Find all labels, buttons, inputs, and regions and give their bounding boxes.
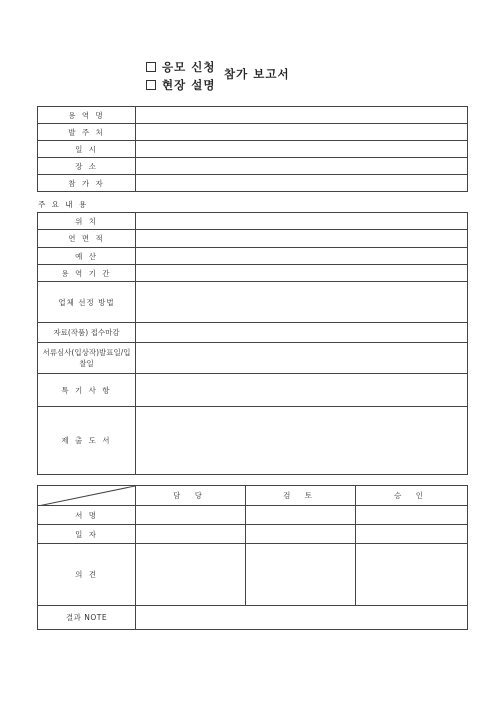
row-label: 용 역 명: [38, 107, 136, 124]
value-cell[interactable]: [136, 107, 468, 124]
row-label: 참 가 자: [38, 175, 136, 192]
date-cell[interactable]: [246, 525, 356, 544]
basic-info-table: [37, 106, 468, 192]
value-cell[interactable]: [136, 374, 468, 407]
opinion-cell[interactable]: [246, 544, 356, 606]
row-label: 제 출 도 서: [38, 407, 136, 475]
row-label: 결과 NOTE: [38, 606, 136, 630]
value-cell[interactable]: [136, 141, 468, 158]
checkbox-briefing[interactable]: [146, 80, 156, 90]
value-cell[interactable]: [136, 265, 468, 282]
note-cell[interactable]: [136, 606, 468, 630]
value-cell[interactable]: [136, 175, 468, 192]
option-apply: [146, 58, 215, 76]
option-briefing-label: 현장 설명: [162, 78, 216, 92]
diagonal-header-cell: [38, 486, 136, 506]
value-cell[interactable]: [136, 248, 468, 265]
row-label: 일 자: [38, 525, 136, 544]
date-cell[interactable]: [136, 525, 246, 544]
main-content-table: [37, 212, 468, 475]
value-cell[interactable]: [136, 158, 468, 175]
row-label: 예 산: [38, 248, 136, 265]
header-review: 검 토: [246, 486, 356, 506]
page-title: 참가 보고서: [224, 67, 290, 81]
row-label: 특 기 사 항: [38, 374, 136, 407]
row-label: 용 역 기 간: [38, 265, 136, 282]
option-briefing: [146, 76, 215, 94]
checkbox-apply[interactable]: [146, 62, 156, 72]
approval-table: [37, 485, 468, 630]
signature-cell[interactable]: [136, 506, 246, 525]
row-label: 위 치: [38, 213, 136, 230]
value-cell[interactable]: [136, 230, 468, 248]
option-apply-label: 응모 신청: [162, 60, 216, 74]
row-label: 서류심사(입상작)발표일/입찰일: [38, 343, 136, 374]
value-cell[interactable]: [136, 407, 468, 475]
value-cell[interactable]: [136, 323, 468, 343]
value-cell[interactable]: [136, 282, 468, 323]
title-block: [146, 58, 215, 94]
row-label: 서 명: [38, 506, 136, 525]
row-label: 연 면 적: [38, 230, 136, 248]
header-approve: 승 인: [356, 486, 468, 506]
row-label: 장 소: [38, 158, 136, 175]
opinion-cell[interactable]: [356, 544, 468, 606]
header-manager: 담 당: [136, 486, 246, 506]
signature-cell[interactable]: [246, 506, 356, 525]
opinion-cell[interactable]: [136, 544, 246, 606]
date-cell[interactable]: [356, 525, 468, 544]
row-label: 의 견: [38, 544, 136, 606]
section-label: 주 요 내 용: [38, 200, 89, 209]
value-cell[interactable]: [136, 213, 468, 230]
row-label: 자료(작품) 접수마감: [38, 323, 136, 343]
value-cell[interactable]: [136, 124, 468, 141]
signature-cell[interactable]: [356, 506, 468, 525]
row-label: 업체 선정 방법: [38, 282, 136, 323]
row-label: 일 시: [38, 141, 136, 158]
row-label: 발 주 처: [38, 124, 136, 141]
value-cell[interactable]: [136, 343, 468, 374]
diagonal-line: [38, 486, 135, 506]
